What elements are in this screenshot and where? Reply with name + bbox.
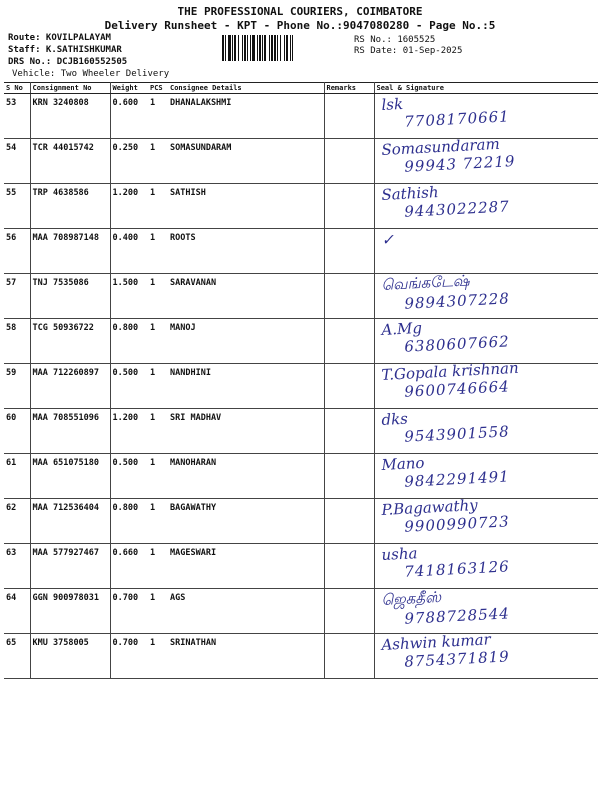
table-row bbox=[4, 229, 598, 274]
barcode bbox=[222, 35, 350, 61]
cell-remarks bbox=[324, 319, 374, 364]
cell-consignee: MAGESWARI bbox=[168, 544, 324, 589]
cell-remarks bbox=[324, 229, 374, 274]
cell-weight: 0.400 bbox=[110, 229, 148, 274]
table-row bbox=[4, 589, 598, 634]
signature-name: A.Mg bbox=[380, 318, 422, 339]
cell-consignee: SOMASUNDARAM bbox=[168, 139, 324, 184]
cell-weight: 0.600 bbox=[110, 94, 148, 139]
cell-weight: 1.200 bbox=[110, 184, 148, 229]
table-row bbox=[4, 274, 598, 319]
handwritten-signature bbox=[381, 269, 510, 314]
signature-name: Somasundaram bbox=[380, 134, 500, 159]
cell-weight: 0.800 bbox=[110, 319, 148, 364]
handwritten-phone: 9543901558 bbox=[403, 422, 510, 446]
handwritten-phone: 9788728544 bbox=[403, 604, 510, 628]
drs-label: DRS No.: DCJB160552505 bbox=[8, 57, 128, 67]
cell-pcs: 1 bbox=[148, 364, 168, 409]
signature-name: ஜெகதீஸ் bbox=[380, 587, 442, 609]
handwritten-signature bbox=[381, 584, 510, 629]
cell-sno: 54 bbox=[4, 139, 30, 184]
cell-signature bbox=[374, 589, 598, 634]
cell-consignee: MANOJ bbox=[168, 319, 324, 364]
cell-remarks bbox=[324, 409, 374, 454]
signature-name: Ashwin kumar bbox=[380, 630, 491, 654]
barcode-bar bbox=[259, 35, 261, 61]
handwritten-signature bbox=[381, 539, 510, 582]
cell-sno: 65 bbox=[4, 634, 30, 679]
column-header-consignment: Consignment No bbox=[30, 83, 110, 94]
cell-remarks bbox=[324, 274, 374, 319]
barcode-bar bbox=[238, 35, 239, 61]
barcode-bar bbox=[264, 35, 266, 61]
cell-consignment-no: TCG 50936722 bbox=[30, 319, 110, 364]
cell-signature bbox=[374, 630, 598, 679]
signature-name: Sathish bbox=[380, 183, 439, 204]
signature-name: Mano bbox=[380, 453, 425, 474]
cell-weight: 1.500 bbox=[110, 274, 148, 319]
handwritten-phone: 7708170661 bbox=[403, 107, 510, 131]
cell-signature bbox=[374, 271, 598, 319]
runsheet-title: Delivery Runsheet - KPT - Phone No.:9047080280 - Page No.:5 bbox=[104, 19, 496, 32]
handwritten-phone: 7418163126 bbox=[403, 557, 510, 581]
table-row bbox=[4, 634, 598, 679]
cell-consignment-no: MAA 708987148 bbox=[30, 229, 110, 274]
signature-name: P.Bagawathy bbox=[380, 495, 478, 519]
column-header-pcs: PCS bbox=[148, 83, 168, 94]
barcode-bar bbox=[277, 35, 278, 61]
cell-consignee: AGS bbox=[168, 589, 324, 634]
handwritten-signature bbox=[381, 629, 510, 672]
cell-signature bbox=[374, 409, 598, 454]
cell-consignment-no: GGN 900978031 bbox=[30, 589, 110, 634]
runsheet-table bbox=[4, 82, 598, 679]
cell-sno: 53 bbox=[4, 94, 30, 139]
barcode-bar bbox=[290, 35, 291, 61]
cell-pcs: 1 bbox=[148, 184, 168, 229]
cell-remarks bbox=[324, 544, 374, 589]
staff-label: Staff: K.SATHISHKUMAR bbox=[8, 45, 122, 55]
cell-sno: 55 bbox=[4, 184, 30, 229]
cell-pcs: 1 bbox=[148, 409, 168, 454]
handwritten-phone: 9900990723 bbox=[403, 512, 510, 536]
cell-sno: 63 bbox=[4, 544, 30, 589]
cell-pcs: 1 bbox=[148, 589, 168, 634]
cell-consignment-no: MAA 651075180 bbox=[30, 454, 110, 499]
cell-weight: 0.250 bbox=[110, 139, 148, 184]
cell-consignment-no: KRN 3240808 bbox=[30, 94, 110, 139]
cell-consignee: NANDHINI bbox=[168, 364, 324, 409]
signature-name: T.Gopala krishnan bbox=[380, 358, 519, 384]
cell-consignment-no: MAA 577927467 bbox=[30, 544, 110, 589]
cell-pcs: 1 bbox=[148, 94, 168, 139]
barcode-bar bbox=[244, 35, 246, 61]
table-row bbox=[4, 364, 598, 409]
signature-name: வெங்கடேஷ் bbox=[380, 271, 470, 294]
cell-consignee: SARAVANAN bbox=[168, 274, 324, 319]
cell-weight: 0.660 bbox=[110, 544, 148, 589]
cell-consignment-no: KMU 3758005 bbox=[30, 634, 110, 679]
cell-consignee: BAGAWATHY bbox=[168, 499, 324, 544]
cell-consignment-no: TCR 44015742 bbox=[30, 139, 110, 184]
handwritten-signature bbox=[381, 404, 510, 447]
cell-consignee: MANOHARAN bbox=[168, 454, 324, 499]
cell-sno: 61 bbox=[4, 454, 30, 499]
cell-pcs: 1 bbox=[148, 274, 168, 319]
table-row bbox=[4, 139, 598, 184]
signature-name: ✓ bbox=[380, 230, 395, 249]
cell-pcs: 1 bbox=[148, 229, 168, 274]
cell-weight: 0.700 bbox=[110, 589, 148, 634]
barcode-bar bbox=[234, 35, 236, 61]
cell-remarks bbox=[324, 139, 374, 184]
vehicle-label: Vehicle: Two Wheeler Delivery bbox=[12, 69, 170, 79]
table-row bbox=[4, 184, 598, 229]
cell-pcs: 1 bbox=[148, 634, 168, 679]
cell-consignment-no: TNJ 7535086 bbox=[30, 274, 110, 319]
handwritten-signature bbox=[381, 179, 510, 222]
handwritten-signature bbox=[381, 230, 404, 249]
signature-name: usha bbox=[380, 544, 418, 564]
barcode-bar bbox=[269, 35, 270, 61]
cell-sno: 56 bbox=[4, 229, 30, 274]
cell-pcs: 1 bbox=[148, 499, 168, 544]
cell-pcs: 1 bbox=[148, 319, 168, 364]
column-header-signature: Seal & Signature bbox=[374, 83, 598, 94]
cell-signature bbox=[374, 319, 598, 364]
cell-signature bbox=[374, 134, 598, 184]
handwritten-phone: 8754371819 bbox=[403, 647, 510, 671]
barcode-bar bbox=[271, 35, 273, 61]
route-label: Route: KOVILPALAYAM bbox=[8, 33, 111, 43]
cell-consignment-no: MAA 712536404 bbox=[30, 499, 110, 544]
rs-date: RS Date: 01-Sep-2025 bbox=[354, 46, 463, 56]
handwritten-phone: 9443022287 bbox=[403, 197, 510, 221]
handwritten-signature bbox=[381, 359, 520, 402]
cell-consignment-no: MAA 708551096 bbox=[30, 409, 110, 454]
cell-remarks bbox=[324, 364, 374, 409]
cell-consignee: SRINATHAN bbox=[168, 634, 324, 679]
cell-weight: 0.500 bbox=[110, 454, 148, 499]
handwritten-phone: 99943 72219 bbox=[403, 152, 516, 176]
barcode-bar bbox=[232, 35, 233, 61]
handwritten-phone: 9842291491 bbox=[403, 467, 510, 491]
cell-consignee: ROOTS bbox=[168, 229, 324, 274]
cell-pcs: 1 bbox=[148, 454, 168, 499]
column-header-weight: Weight bbox=[110, 83, 148, 94]
handwritten-phone: 9600746664 bbox=[403, 377, 510, 401]
barcode-bar bbox=[280, 35, 281, 61]
handwritten-phone: 6380607662 bbox=[403, 332, 510, 356]
handwritten-signature bbox=[381, 314, 510, 357]
cell-consignee: DHANALAKSHMI bbox=[168, 94, 324, 139]
barcode-bar bbox=[250, 35, 251, 61]
handwritten-signature bbox=[381, 449, 510, 492]
cell-remarks bbox=[324, 454, 374, 499]
cell-sno: 62 bbox=[4, 499, 30, 544]
column-header-consignee: Consignee Details bbox=[168, 83, 324, 94]
cell-sno: 59 bbox=[4, 364, 30, 409]
cell-sno: 60 bbox=[4, 409, 30, 454]
cell-consignee: SRI MADHAV bbox=[168, 409, 324, 454]
barcode-bar bbox=[284, 35, 285, 61]
cell-sno: 64 bbox=[4, 589, 30, 634]
cell-weight: 0.500 bbox=[110, 364, 148, 409]
signature-name: dks bbox=[380, 409, 408, 429]
table-row bbox=[4, 499, 598, 544]
barcode-bar bbox=[225, 35, 226, 61]
handwritten-signature bbox=[381, 89, 510, 132]
barcode-bar bbox=[228, 35, 231, 61]
table-row bbox=[4, 454, 598, 499]
handwritten-signature bbox=[381, 134, 516, 177]
cell-remarks bbox=[324, 499, 374, 544]
barcode-bar bbox=[242, 35, 243, 61]
barcode-bar bbox=[262, 35, 263, 61]
barcode-bar bbox=[247, 35, 248, 61]
cell-remarks bbox=[324, 94, 374, 139]
handwritten-phone: 9894307228 bbox=[403, 289, 510, 313]
column-header-sno: S No bbox=[4, 83, 30, 94]
barcode-bar bbox=[274, 35, 276, 61]
cell-consignee: SATHISH bbox=[168, 184, 324, 229]
barcode-bar bbox=[257, 35, 258, 61]
table-header-row bbox=[4, 83, 598, 94]
table-row bbox=[4, 94, 598, 139]
cell-signature bbox=[374, 94, 598, 139]
cell-consignment-no: MAA 712260897 bbox=[30, 364, 110, 409]
cell-weight: 0.800 bbox=[110, 499, 148, 544]
company-title: THE PROFESSIONAL COURIERS, COIMBATORE bbox=[177, 5, 423, 18]
cell-signature bbox=[374, 454, 598, 499]
cell-sno: 58 bbox=[4, 319, 30, 364]
table-row bbox=[4, 544, 598, 589]
barcode-bar bbox=[252, 35, 255, 61]
barcode-bar bbox=[286, 35, 288, 61]
cell-pcs: 1 bbox=[148, 139, 168, 184]
cell-consignment-no: TRP 4638586 bbox=[30, 184, 110, 229]
rs-number: RS No.: 1605525 bbox=[354, 35, 436, 45]
cell-signature bbox=[374, 358, 598, 409]
cell-weight: 0.700 bbox=[110, 634, 148, 679]
barcode-bar bbox=[292, 35, 293, 61]
column-header-remarks: Remarks bbox=[324, 83, 374, 94]
handwritten-signature bbox=[381, 494, 510, 537]
cell-weight: 1.200 bbox=[110, 409, 148, 454]
cell-signature bbox=[374, 495, 598, 544]
cell-remarks bbox=[324, 589, 374, 634]
cell-pcs: 1 bbox=[148, 544, 168, 589]
table-row bbox=[4, 409, 598, 454]
cell-signature bbox=[374, 544, 598, 589]
cell-signature bbox=[374, 184, 598, 229]
cell-remarks bbox=[324, 634, 374, 679]
cell-signature bbox=[374, 229, 598, 274]
cell-remarks bbox=[324, 184, 374, 229]
barcode-bar bbox=[222, 35, 224, 61]
cell-sno: 57 bbox=[4, 274, 30, 319]
signature-name: lsk bbox=[380, 94, 404, 114]
table-row bbox=[4, 319, 598, 364]
